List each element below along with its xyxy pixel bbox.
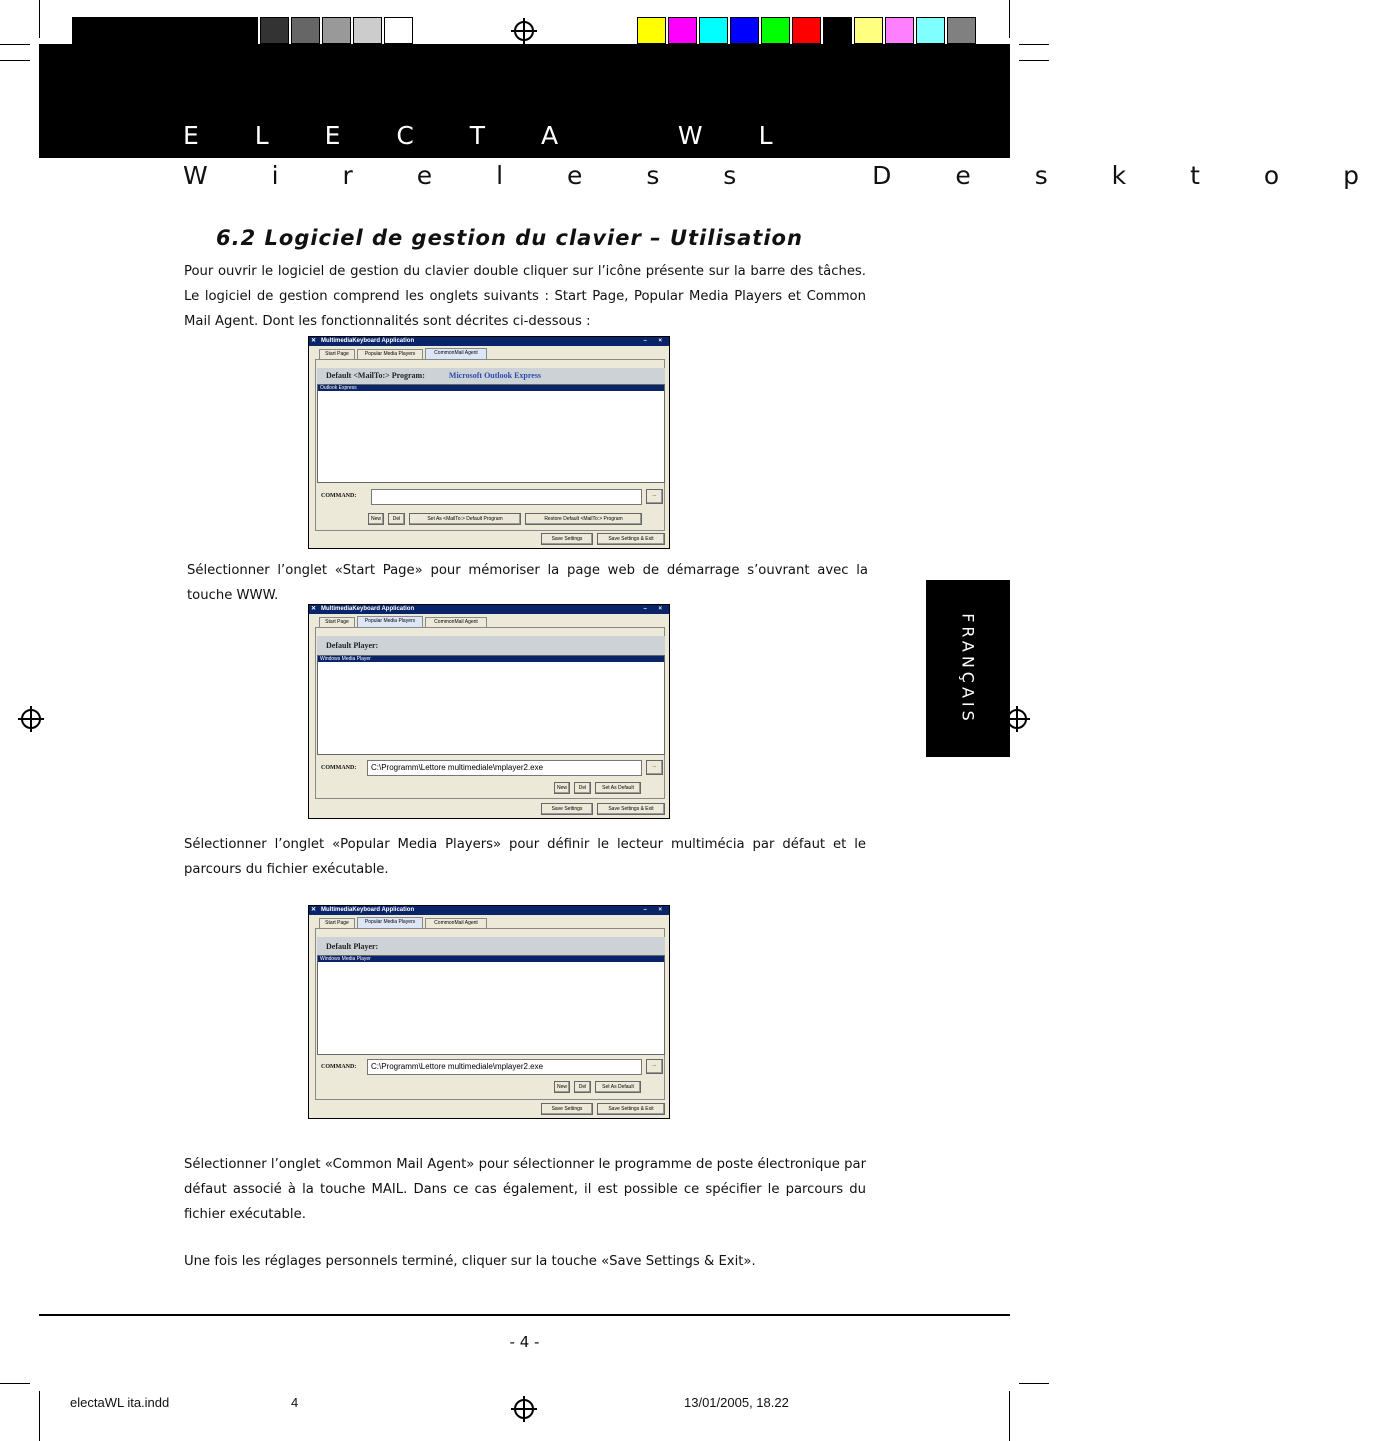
color-swatch	[699, 17, 728, 44]
app-icon: ✕	[311, 606, 317, 612]
default-player-label: Default Player:	[326, 641, 379, 650]
window-controls[interactable]: – ×	[643, 606, 667, 612]
window-controls[interactable]: – ×	[643, 338, 667, 344]
del-button[interactable]: Del	[574, 782, 591, 794]
save-settings-exit-button[interactable]: Save Settings & Exit	[597, 1103, 665, 1115]
app-window-mail	[308, 336, 670, 549]
browse-button[interactable]: ...	[646, 760, 663, 775]
color-swatch	[730, 17, 759, 44]
color-swatch	[637, 17, 666, 44]
color-bar-black-block	[72, 17, 258, 44]
tab-bar	[309, 616, 669, 627]
page-number: - 4 -	[509, 1333, 540, 1351]
default-player-label: Default Player:	[326, 942, 379, 951]
list-item-selected[interactable]: Windows Media Player	[318, 956, 664, 962]
command-input[interactable]: C:\Programm\Lettore multimediale\mplayer2.exe	[367, 760, 642, 776]
tab-popular-media-players[interactable]: Popular Media Players	[357, 917, 423, 928]
crop-mark	[0, 44, 30, 45]
color-swatch	[353, 17, 382, 44]
section-heading: 6.2 Logiciel de gestion du clavier – Utilisation	[216, 226, 803, 250]
tab-common-mail-agent[interactable]: CommonMail Agent	[425, 918, 487, 928]
language-tab	[926, 580, 1010, 757]
brand-subtitle: W i r e l e s s D e s k t o p	[183, 161, 1387, 190]
registration-mark-icon	[18, 706, 44, 732]
app-window-media-2	[308, 905, 670, 1119]
crop-mark	[1009, 1391, 1010, 1441]
del-button[interactable]: Del	[388, 513, 405, 525]
finish-paragraph: Une fois les réglages personnels terminé, cliquer sur la touche «Save Settings & Exit».	[184, 1254, 756, 1269]
player-list[interactable]	[317, 655, 665, 755]
app-icon: ✕	[311, 907, 317, 913]
color-swatch	[384, 17, 413, 44]
tab-start-page[interactable]: Start Page	[319, 349, 355, 359]
tab-common-mail-agent[interactable]: CommonMail Agent	[425, 348, 487, 359]
window-titlebar[interactable]	[309, 906, 669, 915]
new-button[interactable]: New	[554, 782, 570, 794]
mail-agent-paragraph: Sélectionner l’onglet «Common Mail Agent» pour sélectionner le programme de poste électronique par défaut associé à la touche MAIL. Dans ce cas également, il est possible ce spécifier le parcours du fichier exécutable.	[184, 1157, 866, 1222]
command-input[interactable]: C:\Programm\Lettore multimediale\mplayer2.exe	[367, 1059, 642, 1075]
tab-start-page[interactable]: Start Page	[319, 617, 355, 627]
default-program-value: Microsoft Outlook Express	[448, 371, 542, 380]
default-program-header	[317, 368, 665, 384]
window-titlebar[interactable]	[309, 337, 669, 346]
default-player-header	[317, 636, 665, 656]
command-label: COMMAND:	[321, 1064, 357, 1070]
window-title: MultimediaKeyboard Application	[321, 606, 415, 612]
color-swatch	[668, 17, 697, 44]
color-swatch	[291, 17, 320, 44]
window-titlebar[interactable]	[309, 605, 669, 614]
save-settings-button[interactable]: Save Settings	[541, 803, 593, 815]
color-swatch	[761, 17, 790, 44]
save-settings-exit-button[interactable]: Save Settings & Exit	[597, 533, 665, 545]
tab-start-page[interactable]: Start Page	[319, 918, 355, 928]
tab-bar	[309, 917, 669, 928]
crop-mark	[1019, 44, 1049, 45]
crop-mark	[1009, 0, 1010, 38]
browse-button[interactable]: ...	[646, 1059, 663, 1074]
color-swatch	[947, 17, 976, 44]
tab-common-mail-agent[interactable]: CommonMail Agent	[425, 617, 487, 627]
browse-button[interactable]: ...	[646, 489, 663, 504]
restore-default-button[interactable]: Restore Default <MailTo:> Program	[525, 513, 642, 525]
crop-mark	[39, 0, 40, 38]
registration-mark-icon	[511, 1396, 537, 1422]
player-list[interactable]	[317, 955, 665, 1055]
default-player-header	[317, 937, 665, 957]
list-item-selected[interactable]: Windows Media Player	[318, 656, 664, 662]
command-label: COMMAND:	[321, 493, 357, 499]
set-default-button[interactable]: Set As <MailTo:> Default Program	[409, 513, 521, 525]
color-swatch	[854, 17, 883, 44]
new-button[interactable]: New	[368, 513, 384, 525]
intro-paragraph: Pour ouvrir le logiciel de gestion du clavier double cliquer sur l’icône présente sur la barre des tâches. Le logiciel de gestion comprend les onglets suivants : Start Page, Popular Media Players et Common Mail Agent. Dont les fonctionnalités sont décrites ci-dessous :	[184, 264, 866, 329]
crop-mark	[0, 1383, 30, 1384]
crop-mark	[0, 60, 30, 61]
app-window-media-1	[308, 604, 670, 819]
del-button[interactable]: Del	[574, 1081, 591, 1093]
language-tab-label: FRANÇAIS	[958, 612, 978, 725]
start-page-paragraph: Sélectionner l’onglet «Start Page» pour mémoriser la page web de démarrage s’ouvrant avec la touche WWW.	[187, 563, 868, 603]
set-default-button[interactable]: Set As Default	[595, 782, 641, 794]
window-title: MultimediaKeyboard Application	[321, 338, 415, 344]
list-item-selected[interactable]: Outlook Express	[318, 385, 664, 391]
color-swatch	[916, 17, 945, 44]
save-settings-button[interactable]: Save Settings	[541, 533, 593, 545]
color-swatch	[792, 17, 821, 44]
crop-mark	[1019, 60, 1049, 61]
media-players-paragraph: Sélectionner l’onglet «Popular Media Players» pour définir le lecteur multimécia par défaut et le parcours du fichier exécutable.	[184, 837, 866, 877]
tab-popular-media-players[interactable]: Popular Media Players	[357, 616, 423, 627]
footer-rule	[39, 1314, 1010, 1316]
window-controls[interactable]: – ×	[643, 907, 667, 913]
new-button[interactable]: New	[554, 1081, 570, 1093]
color-swatch	[260, 17, 289, 44]
tab-bar	[309, 348, 669, 359]
slug-date: 13/01/2005, 18.22	[684, 1395, 789, 1410]
window-title: MultimediaKeyboard Application	[321, 907, 415, 913]
set-default-button[interactable]: Set As Default	[595, 1081, 641, 1093]
brand-title: E L E C T A W L	[183, 121, 797, 150]
program-list[interactable]	[317, 384, 665, 483]
color-swatch	[322, 17, 351, 44]
registration-mark-icon	[511, 18, 537, 44]
save-settings-button[interactable]: Save Settings	[541, 1103, 593, 1115]
crop-mark	[1019, 1383, 1049, 1384]
default-program-label: Default <MailTo:> Program:	[326, 371, 425, 380]
color-swatch	[823, 17, 852, 44]
tab-popular-media-players[interactable]: Popular Media Players	[357, 349, 423, 359]
color-swatch	[885, 17, 914, 44]
crop-mark	[39, 1391, 40, 1441]
command-label: COMMAND:	[321, 765, 357, 771]
app-icon: ✕	[311, 338, 317, 344]
slug-filename: electaWL ita.indd	[70, 1395, 170, 1410]
save-settings-exit-button[interactable]: Save Settings & Exit	[597, 803, 665, 815]
slug-page: 4	[291, 1395, 299, 1410]
command-input[interactable]	[371, 489, 642, 505]
